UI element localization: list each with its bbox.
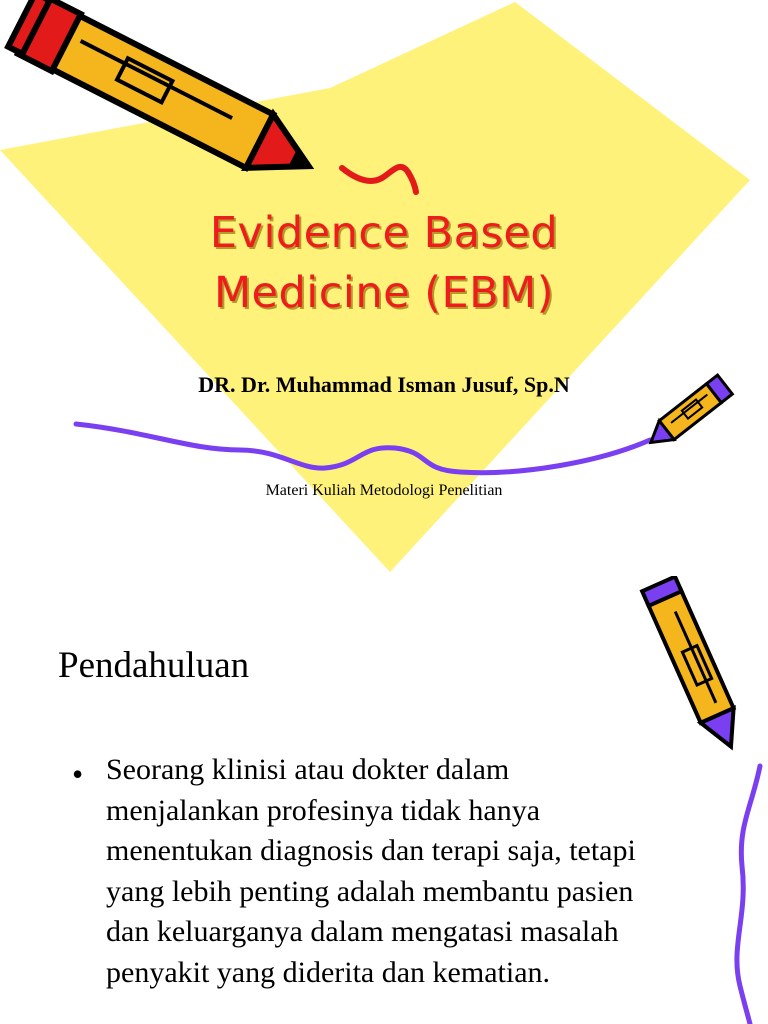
bullet-line: dan keluarganya dalam mengatasi masalah	[106, 915, 619, 948]
bullet-line: menjalankan profesinya tidak hanya	[106, 793, 541, 827]
slide-heading: Pendahuluan	[58, 645, 250, 686]
purple-vertical-squiggle	[737, 766, 760, 1024]
bullet-line: Seorang klinisi atau dokter dalam	[106, 753, 510, 786]
title-line-2: Medicine (EBM)	[213, 268, 555, 318]
pencil-icon-vertical	[642, 577, 747, 754]
course-subtitle: Materi Kuliah Metodologi Penelitian	[265, 482, 503, 499]
author-name: DR. Dr. Muhammad Isman Jusuf, Sp.N	[198, 372, 570, 397]
bullet-line: penyakit yang diderita dan kematian.	[106, 955, 551, 989]
bullet-line: yang lebih penting adalah membantu pasien	[106, 874, 634, 908]
bullet-point-icon: •	[72, 756, 84, 792]
title-line-1: Evidence Based	[209, 208, 559, 258]
bullet-line: menentukan diagnosis dan terapi saja, tetapi	[106, 834, 636, 867]
content-slide	[0, 576, 768, 1024]
bullet-paragraph	[106, 750, 636, 993]
